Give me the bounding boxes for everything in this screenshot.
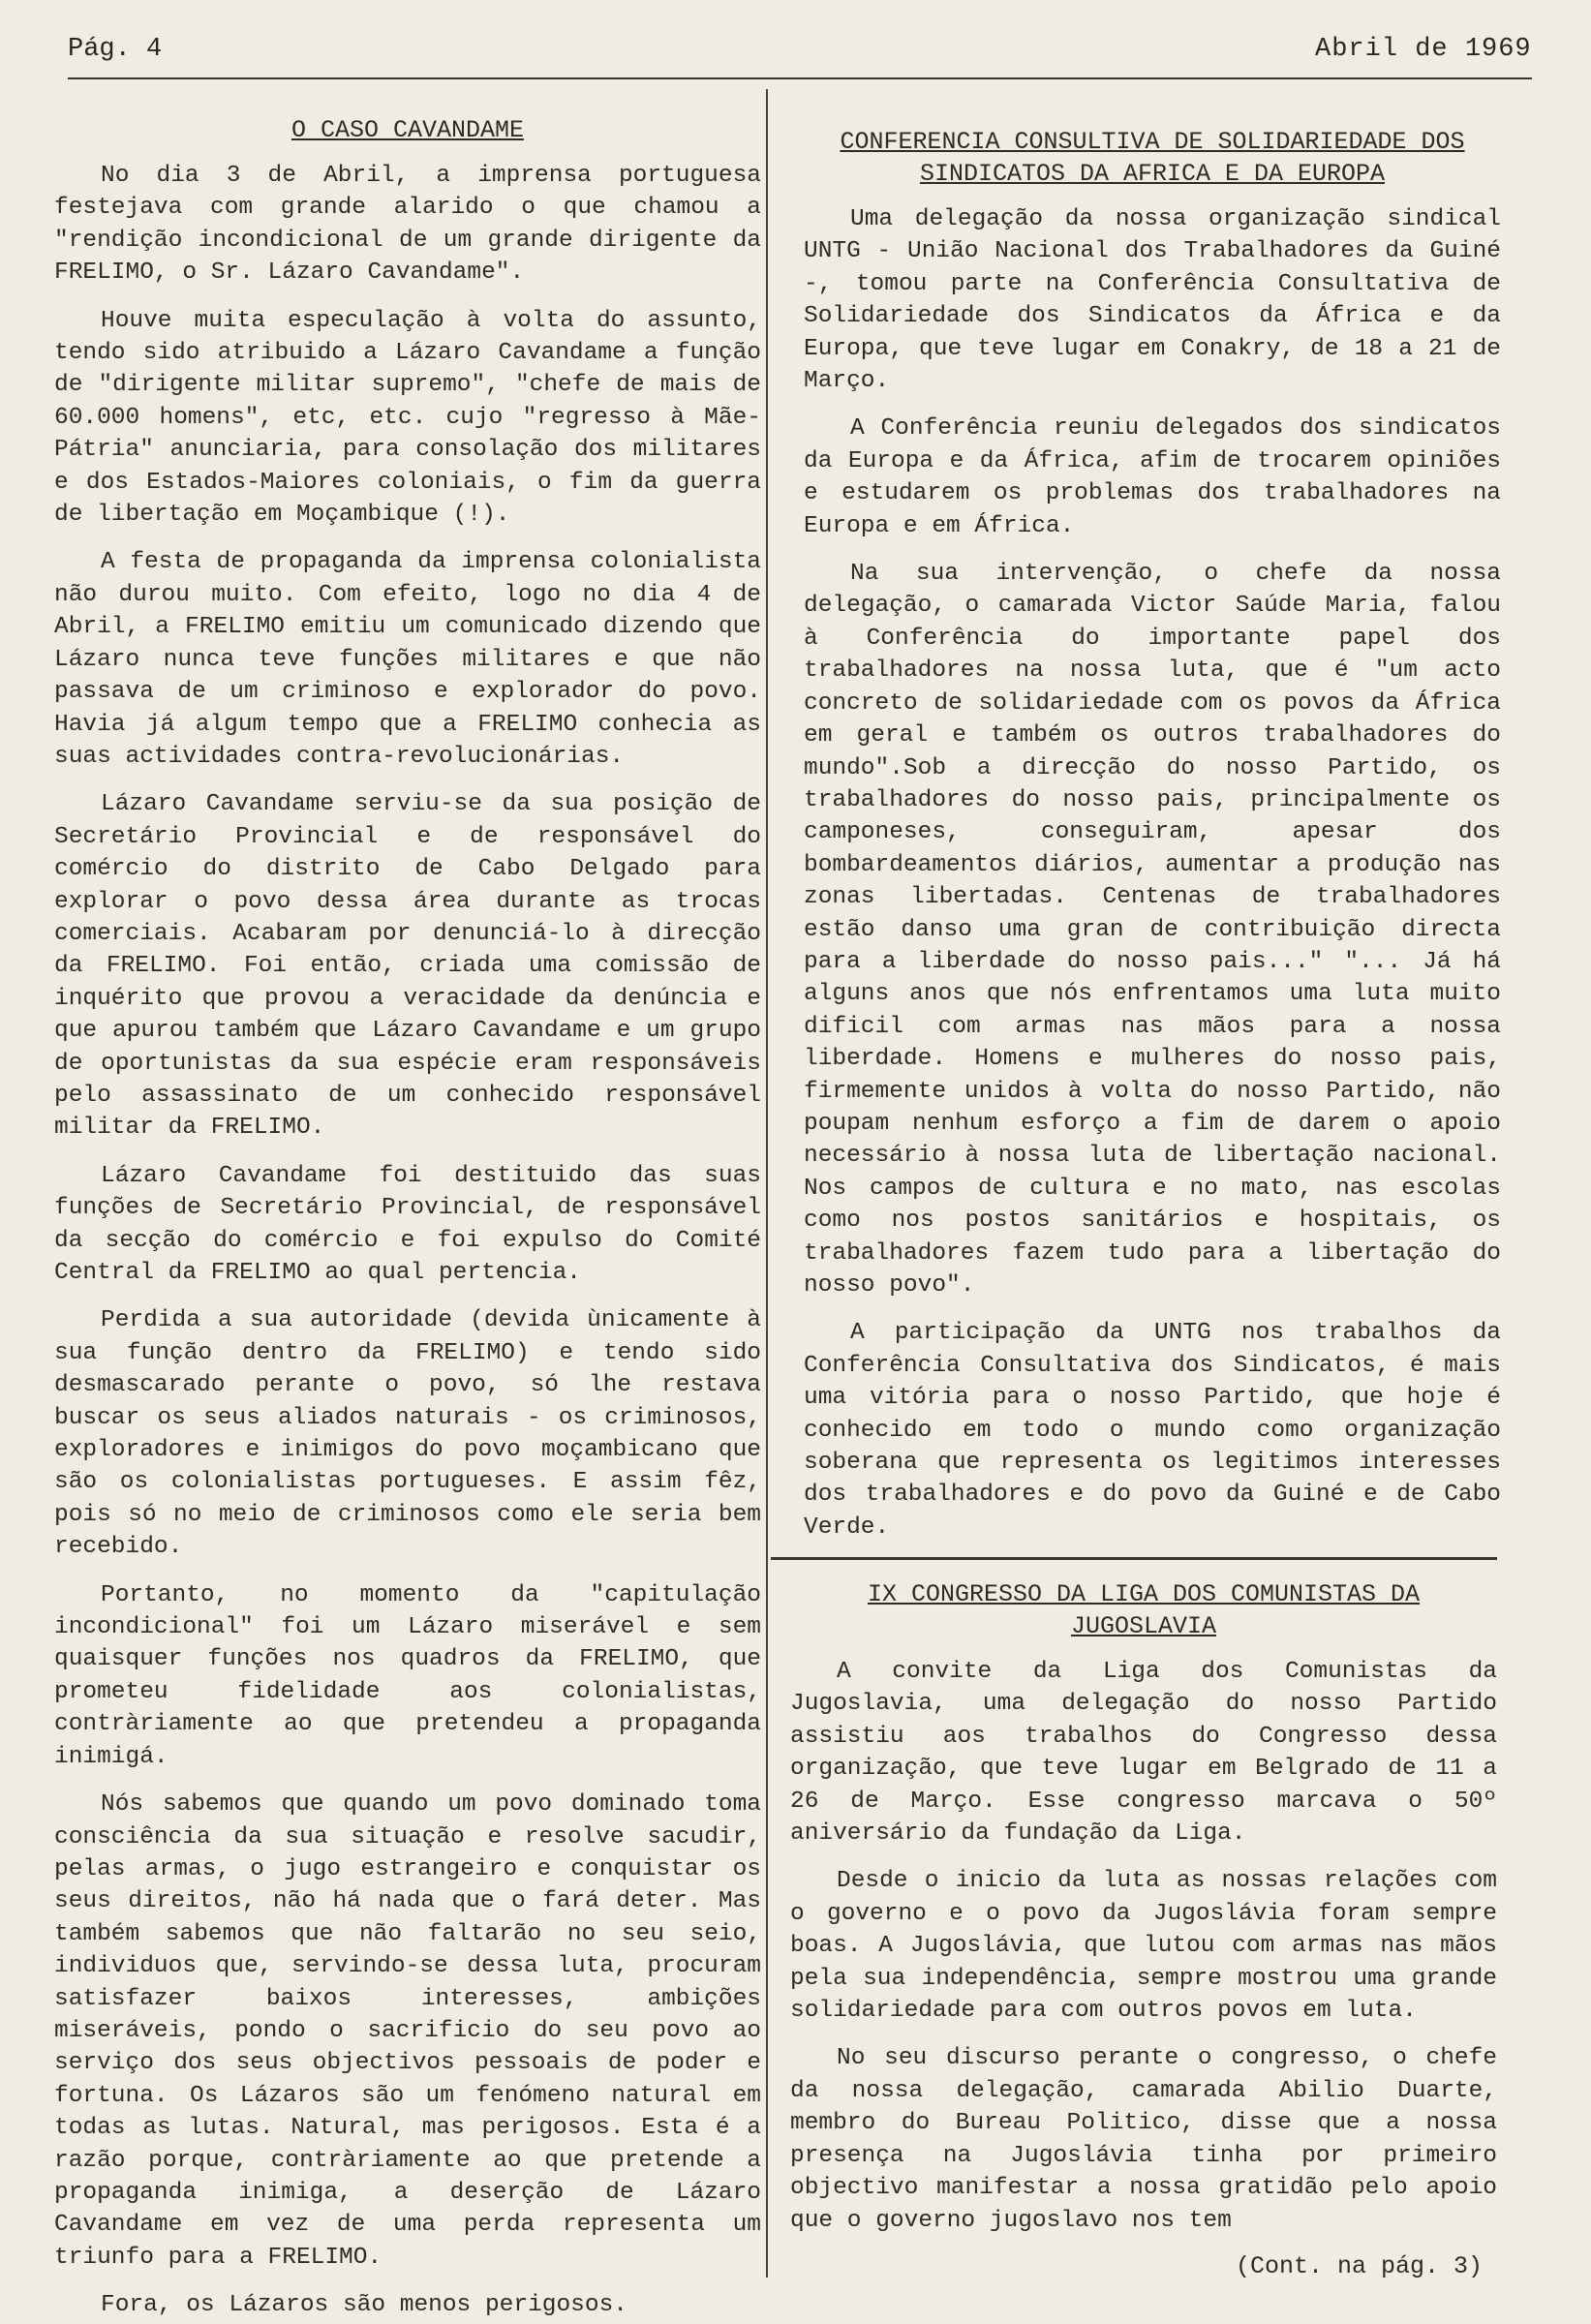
article-paragraph: A festa de propaganda da imprensa colonialista não durou muito. Com efeito, logo no dia 4 de Abril, a FRELIMO emitiu um comunicado dizendo que Lázaro nunca teve funções militares e que não passava de um criminoso e explorador do povo. Havia já algum tempo que a FRELIMO conhecia as suas actividades contra-revolucionárias. bbox=[54, 549, 761, 770]
article-paragraph: No seu discurso perante o congresso, o chefe da nossa delegação, camarada Abilio Duarte, membro do Bureau Politico, disse que a nossa presença na Jugoslávia tinha por primeiro objectivo manifestar a nossa gratidão pelo apoio que o governo jugoslavo nos tem bbox=[790, 2045, 1497, 2234]
article-paragraph: Uma delegação da nossa organização sindical UNTG - União Nacional dos Trabalhadores da Guiné -, tomou parte na Conferência Consultativa de Solidariedade dos Sindicatos da África e da Europa, que teve lugar em Conakry, de 18 a 21 de Março. bbox=[804, 206, 1501, 395]
article-paragraph: Lázaro Cavandame serviu-se da sua posição de Secretário Provincial e de responsável do comércio do distrito de Cabo Delgado para explorar o povo dessa área durante as trocas comerciais. Acabaram por denunciá-lo à direcção da FRELIMO. Foi então, criada uma comissão de inquérito que provou a veracidade da denúncia e que apurou também que Lázaro Cavandame e um grupo de oportunistas da sua espécie eram responsáveis pelo assassinato de um conhecido responsável militar da FRELIMO. bbox=[54, 791, 761, 1142]
article-paragraph: Nós sabemos que quando um povo dominado toma consciência da sua situação e resolve sacudir, pelas armas, o jugo estrangeiro e conquistar os seus direitos, não há nada que o fará deter. Mas também sabemos que não faltarão no seu seio, individuos que, servindo-se dessa luta, procuram satisfazer baixos interesses, ambições miseráveis, pondo o sacrificio do seu povo ao serviço dos seus objectivos pessoais de poder e fortuna. Os Lázaros são um fenómeno natural em todas as lutas. Natural, mas perigosos. Esta é a razão porque, contràriamente ao que pretende a propaganda inimiga, a deserção de Lázaro Cavandame em vez de uma perda representa um triunfo para a FRELIMO. bbox=[54, 1791, 761, 2271]
article-paragraph: Lázaro Cavandame foi destituido das suas funções de Secretário Provincial, de responsável da secção do comércio e foi expulso do Comité Central da FRELIMO ao qual pertencia. bbox=[54, 1162, 761, 1286]
right-column-bottom bbox=[790, 1578, 1497, 2252]
article-title-conferencia: CONFERENCIA CONSULTIVA DE SOLIDARIEDADE DOS SINDICATOS DA AFRICA E DA EUROPA bbox=[840, 128, 1465, 188]
article-title-cavandame: O CASO CAVANDAME bbox=[291, 116, 525, 144]
article-paragraph: Perdida a sua autoridade (devida ùnicamente à sua função dentro da FRELIMO) e tendo sido desmascarado perante o povo, só lhe restava buscar os seus aliados naturais - os criminosos, exploradores e inimigos do povo moçambicano que são os colonialistas portugueses. E assim fêz, pois só no meio de criminosos como ele seria bem recebido. bbox=[54, 1307, 761, 1561]
section-rule bbox=[771, 1557, 1497, 1560]
article-paragraph: Houve muita especulação à volta do assunto, tendo sido atribuido a Lázaro Cavandame a função de "dirigente militar supremo", "chefe de mais de 60.000 homens", etc, etc. cujo "regresso à Mãe-Pátria" anunciaria, para consolação dos militares e dos Estados-Maiores coloniais, o fim da guerra de libertação em Moçambique (!). bbox=[54, 307, 761, 529]
article-paragraph: A participação da UNTG nos trabalhos da Conferência Consultativa dos Sindicatos, é mais uma vitória para o nosso Partido, que hoje é conhecido em todo o mundo como organização soberana que representa os legitimos interesses dos trabalhadores e do povo da Guiné e de Cabo Verde. bbox=[804, 1320, 1501, 1541]
article-paragraph: Portanto, no momento da "capitulação incondicional" foi um Lázaro miserável e sem quaisquer funções nos quadros da FRELIMO, que prometeu fidelidade aos colonialistas, contràriamente ao que pretendeu a propaganda inimigá. bbox=[54, 1581, 761, 1770]
article-paragraph: A Conferência reuniu delegados dos sindicatos da Europa e da África, afim de trocarem opiniões e estudarem os problemas dos trabalhadores na Europa e em África. bbox=[804, 415, 1501, 539]
article-title-congresso: IX CONGRESSO DA LIGA DOS COMUNISTAS DA JUGOSLAVIA bbox=[867, 1580, 1421, 1640]
article-paragraph: Desde o inicio da luta as nossas relações com o governo e o povo da Jugoslávia foram sempre boas. A Jugoslávia, que lutou com armas nas mãos pela sua independência, sempre mostrou uma grande solidariedade para com outros povos em luta. bbox=[790, 1868, 1497, 2025]
header-rule bbox=[68, 77, 1532, 79]
column-divider bbox=[766, 89, 768, 2278]
article-paragraph: Na sua intervenção, o chefe da nossa delegação, o camarada Victor Saúde Maria, falou à Conferência do importante papel dos trabalhadores na nossa luta, que é "um acto concreto de solidariedade com os povos da África em geral e também os outros trabalhadores do mundo".Sob a direcção do nosso Partido, os trabalhadores do nosso pais, principalmente os camponeses, conseguiram, apesar dos bombardeamentos diários, aumentar a produção nas zonas libertadas. Centenas de trabalhadores estão danso uma gran de contribuição directa para a liberdade do nosso pais..." "... Já há alguns anos que nós enfrentamos uma luta muito dificil com armas nas mãos para a nossa liberdade. Homens e mulheres do nosso pais, firmemente unidos à volta do nosso Partido, não poupam nenhum esforço a fim de darem o apoio necessário à nossa luta de libertação nacional. Nos campos de cultura e no mato, nas escolas como nos postos sanitários e hospitais, os trabalhadores fazem tudo para a libertação do nosso povo". bbox=[804, 561, 1501, 1299]
issue-date: Abril de 1969 bbox=[1315, 35, 1532, 64]
continued-note: (Cont. na pág. 3) bbox=[1236, 2252, 1484, 2280]
left-column bbox=[54, 114, 761, 2322]
article-closing: Fora, os Lázaros são menos perigosos. bbox=[101, 2292, 627, 2319]
page-number: Pág. 4 bbox=[68, 35, 163, 64]
right-column-top bbox=[804, 126, 1501, 1559]
article-paragraph: A convite da Liga dos Comunistas da Jugoslavia, uma delegação do nosso Partido assistiu aos trabalhos do Congresso dessa organização, que teve lugar em Belgrado de 11 a 26 de Março. Esse congresso marcava o 50º aniversário da fundação da Liga. bbox=[790, 1659, 1497, 1848]
article-paragraph: No dia 3 de Abril, a imprensa portuguesa festejava com grande alarido o que chamou a "rendição incondicional de um grande dirigente da FRELIMO, o Sr. Lázaro Cavandame". bbox=[54, 163, 761, 287]
